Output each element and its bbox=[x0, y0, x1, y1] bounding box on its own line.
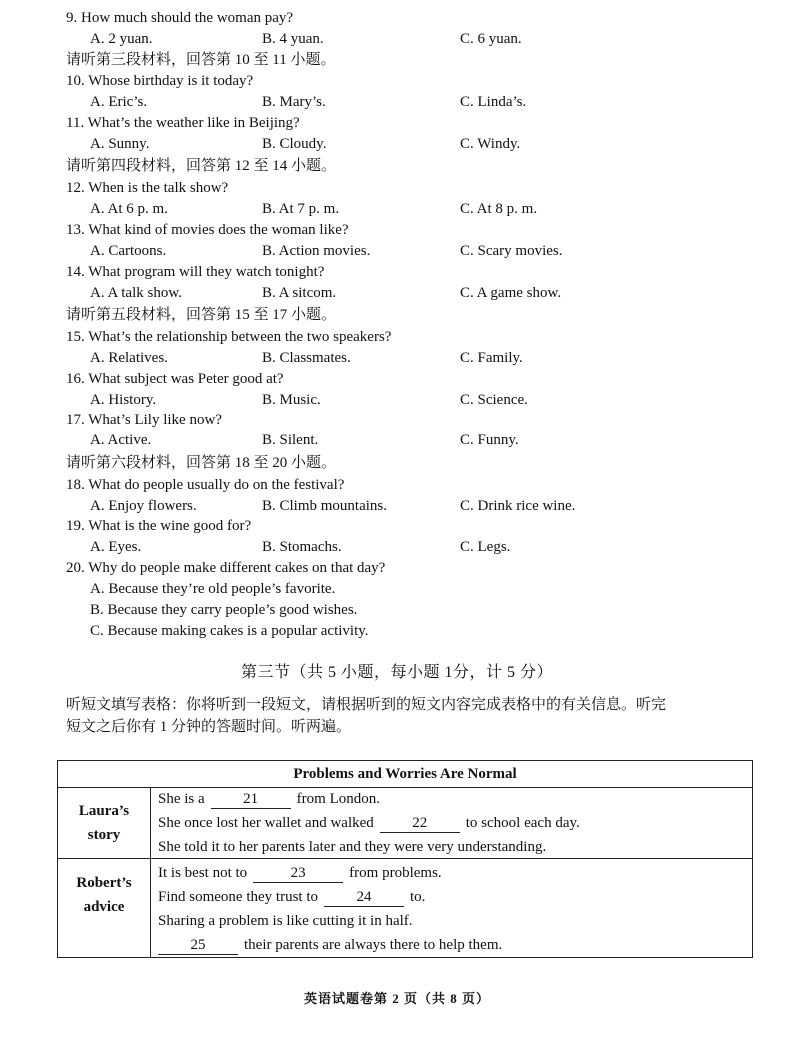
q14-option-c: C. A game show. bbox=[460, 285, 562, 301]
table-line-2 bbox=[158, 813, 580, 833]
q11-option-c: C. Windy. bbox=[460, 136, 521, 152]
row-label-line: advice bbox=[83, 899, 125, 915]
instruction-part3: 请听第三段材料，回答第 10 至 11 小题。 bbox=[66, 52, 336, 68]
q18-option-b: B. Climb mountains. bbox=[262, 498, 388, 514]
line-text: Find someone they trust to bbox=[158, 889, 318, 905]
question-20: 20. Why do people make different cakes on that day? bbox=[66, 560, 386, 576]
question-14: 14. What program will they watch tonight? bbox=[66, 264, 325, 280]
question-11: 11. What’s the weather like in Beijing? bbox=[66, 115, 300, 131]
line-text: to school each day. bbox=[465, 815, 580, 831]
q15-option-c: C. Family. bbox=[460, 350, 523, 366]
row-label-line: Robert’s bbox=[76, 875, 132, 891]
instruction-part4: 请听第四段材料，回答第 12 至 14 小题。 bbox=[66, 158, 337, 174]
q18-option-a: A. Enjoy flowers. bbox=[90, 498, 197, 514]
table-column-divider bbox=[150, 787, 151, 957]
question-13: 13. What kind of movies does the woman like? bbox=[66, 222, 349, 238]
q11-option-a: A. Sunny. bbox=[90, 136, 150, 152]
table-line-7 bbox=[158, 935, 502, 955]
directions-line-1: 听短文填写表格：你将听到一段短文，请根据听到的短文内容完成表格中的有关信息。听完 bbox=[66, 697, 667, 713]
instruction-part6: 请听第六段材料，回答第 18 至 20 小题。 bbox=[66, 455, 337, 471]
q12-option-c: C. At 8 p. m. bbox=[460, 201, 538, 217]
answer-blank-21[interactable]: 21 bbox=[211, 791, 291, 809]
table-line-6: Sharing a problem is like cutting it in half. bbox=[158, 913, 413, 929]
section-title: 第三节（共 5 小题，每小题 1分，计 5 分） bbox=[240, 664, 553, 681]
q20-option-c: C. Because making cakes is a popular activity. bbox=[90, 623, 369, 639]
q14-option-b: B. A sitcom. bbox=[262, 285, 337, 301]
instruction-part5: 请听第五段材料，回答第 15 至 17 小题。 bbox=[66, 307, 337, 323]
row-label-lauras-story bbox=[58, 799, 150, 847]
q15-option-a: A. Relatives. bbox=[90, 350, 168, 366]
question-18: 18. What do people usually do on the festival? bbox=[66, 477, 345, 493]
table-line-1 bbox=[158, 789, 380, 809]
line-text: She once lost her wallet and walked bbox=[158, 815, 374, 831]
q20-option-a: A. Because they’re old people’s favorite. bbox=[90, 581, 336, 597]
table-line-3: She told it to her parents later and they were very understanding. bbox=[158, 839, 547, 855]
q14-option-a: A. A talk show. bbox=[90, 285, 182, 301]
line-text: from London. bbox=[296, 791, 380, 807]
answer-blank-22[interactable]: 22 bbox=[380, 815, 460, 833]
q17-option-c: C. Funny. bbox=[460, 432, 519, 448]
table-title: Problems and Worries Are Normal bbox=[58, 761, 752, 788]
q12-option-a: A. At 6 p. m. bbox=[90, 201, 168, 217]
q10-option-c: C. Linda’s. bbox=[460, 94, 527, 110]
answer-blank-25[interactable]: 25 bbox=[158, 937, 238, 955]
q11-option-b: B. Cloudy. bbox=[262, 136, 327, 152]
table-line-4 bbox=[158, 863, 442, 883]
question-12: 12. When is the talk show? bbox=[66, 180, 229, 196]
line-text: It is best not to bbox=[158, 865, 248, 881]
question-17: 17. What’s Lily like now? bbox=[66, 412, 222, 428]
section-directions bbox=[66, 694, 726, 738]
q10-option-a: A. Eric’s. bbox=[90, 94, 148, 110]
question-19: 19. What is the wine good for? bbox=[66, 518, 252, 534]
q19-option-a: A. Eyes. bbox=[90, 539, 142, 555]
q19-option-b: B. Stomachs. bbox=[262, 539, 342, 555]
fill-in-table bbox=[57, 760, 753, 958]
q13-option-c: C. Scary movies. bbox=[460, 243, 563, 259]
row-label-line: story bbox=[87, 827, 121, 843]
question-10: 10. Whose birthday is it today? bbox=[66, 73, 254, 89]
q15-option-b: B. Classmates. bbox=[262, 350, 351, 366]
q16-option-b: B. Music. bbox=[262, 392, 321, 408]
row-label-roberts-advice bbox=[58, 871, 150, 919]
q12-option-b: B. At 7 p. m. bbox=[262, 201, 340, 217]
q18-option-c: C. Drink rice wine. bbox=[460, 498, 576, 514]
q20-option-b: B. Because they carry people’s good wishes. bbox=[90, 602, 358, 618]
question-15: 15. What’s the relationship between the two speakers? bbox=[66, 329, 392, 345]
q17-option-a: A. Active. bbox=[90, 432, 152, 448]
page-footer: 英语试题卷第 2 页（共 8 页） bbox=[303, 991, 490, 1006]
table-line-5 bbox=[158, 887, 425, 907]
q13-option-a: A. Cartoons. bbox=[90, 243, 167, 259]
q10-option-b: B. Mary’s. bbox=[262, 94, 326, 110]
q16-option-c: C. Science. bbox=[460, 392, 528, 408]
q9-option-b: B. 4 yuan. bbox=[262, 31, 324, 47]
question-16: 16. What subject was Peter good at? bbox=[66, 371, 284, 387]
line-text: from problems. bbox=[349, 865, 442, 881]
table-row-divider bbox=[58, 858, 752, 859]
q9-option-c: C. 6 yuan. bbox=[460, 31, 522, 47]
q16-option-a: A. History. bbox=[90, 392, 157, 408]
question-9: 9. How much should the woman pay? bbox=[66, 10, 294, 26]
q13-option-b: B. Action movies. bbox=[262, 243, 371, 259]
directions-line-2: 短文之后你有 1 分钟的答题时间。听两遍。 bbox=[66, 719, 352, 735]
line-text: to. bbox=[410, 889, 426, 905]
row-label-line: Laura’s bbox=[78, 803, 130, 819]
q19-option-c: C. Legs. bbox=[460, 539, 511, 555]
answer-blank-23[interactable]: 23 bbox=[253, 865, 343, 883]
line-text: their parents are always there to help them. bbox=[244, 937, 503, 953]
q9-option-a: A. 2 yuan. bbox=[90, 31, 153, 47]
q17-option-b: B. Silent. bbox=[262, 432, 319, 448]
answer-blank-24[interactable]: 24 bbox=[324, 889, 404, 907]
line-text: She is a bbox=[158, 791, 205, 807]
